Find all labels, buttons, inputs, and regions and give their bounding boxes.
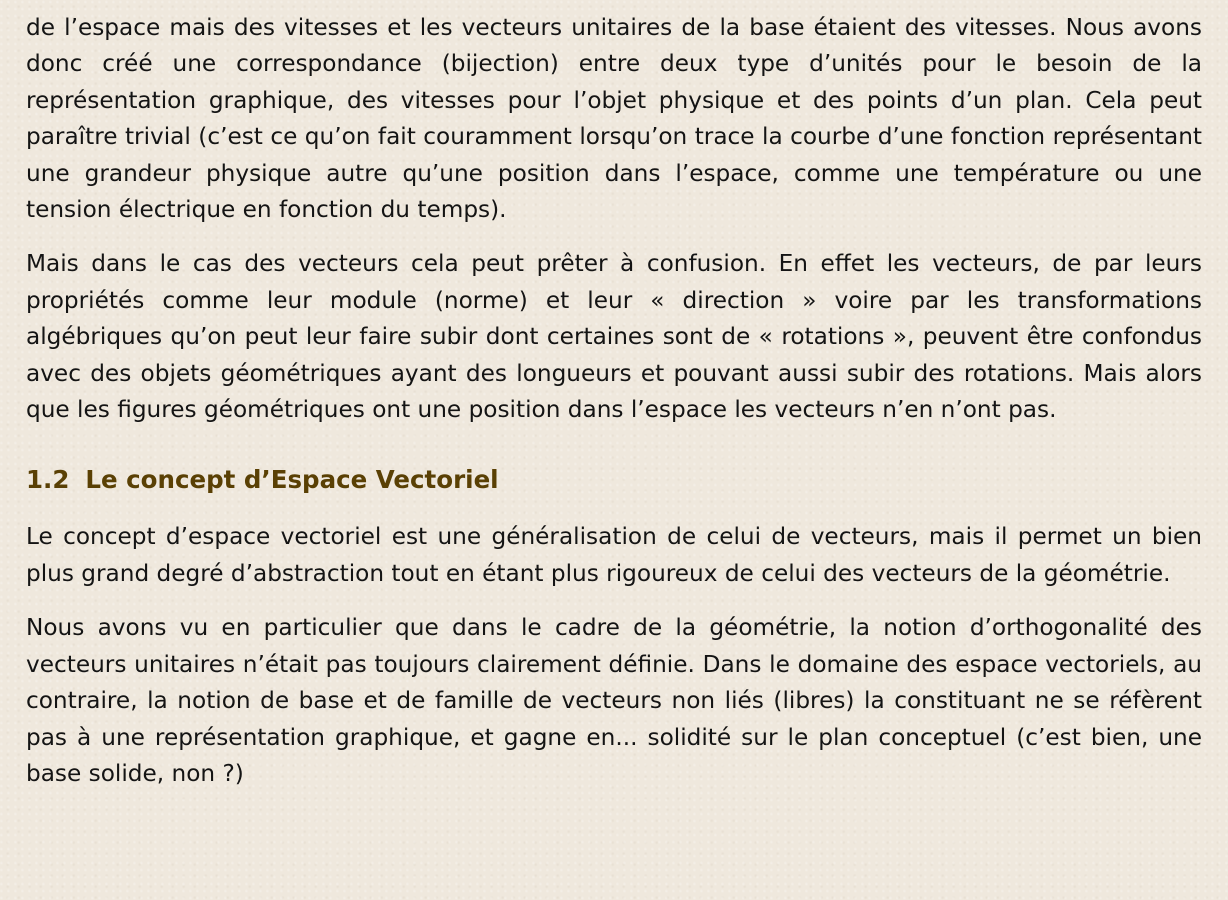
paragraph-orthogonality: Nous avons vu en particulier que dans le cadre de la géométrie, la notion d’orthogonalité des vecteurs unitaires n’était pas toujours clairement définie. Dans le domaine des espace vectoriels, au contraire, la notion de base et de famille de vecteurs non liés (libres) la constituant ne se réfèrent pas à une représentation graphique, et gagne en... solidité sur le plan conceptuel (c’est bien, une base solide, non ?) (26, 614, 1202, 787)
section-number: 1.2 (26, 465, 70, 495)
paragraph-vector-confusion: Mais dans le cas des vecteurs cela peut prêter à confusion. En effet les vecteurs, de par leurs propriétés comme leur module (norme) et leur « direction » voire par les transformations algébriques qu’on peut leur faire subir dont certaines sont de « rotations », peuvent être confondus avec des objets géométriques ayant des longueurs et pouvant aussi subir des rotations. Mais alors que les figures géométriques ont une position dans l’espace les vecteurs n’en n’ont pas. (26, 250, 1202, 424)
section-heading (26, 464, 1202, 496)
section-title: Le concept d’Espace Vectoriel (85, 465, 499, 495)
paragraph-intro-units: de l’espace mais des vitesses et les vecteurs unitaires de la base étaient des vitesses. Nous avons donc créé une correspondance (bijection) entre deux type d’unités pour le besoin de la représentation graphique, des vitesses pour l’objet physique et des points d’un plan. Cela peut paraître trivial (c’est ce qu’on fait couramment lorsqu’on trace la courbe d’une fonction représentant une grandeur physique autre qu’une position dans l’espace, comme une température ou une tension électrique en fonction du temps). (26, 14, 1202, 224)
document-page (26, 10, 1202, 792)
paragraph-vector-space-concept: Le concept d’espace vectoriel est une généralisation de celui de vecteurs, mais il permet un bien plus grand degré d’abstraction tout en étant plus rigoureux de celui des vecteurs de la géométrie. (26, 523, 1202, 587)
